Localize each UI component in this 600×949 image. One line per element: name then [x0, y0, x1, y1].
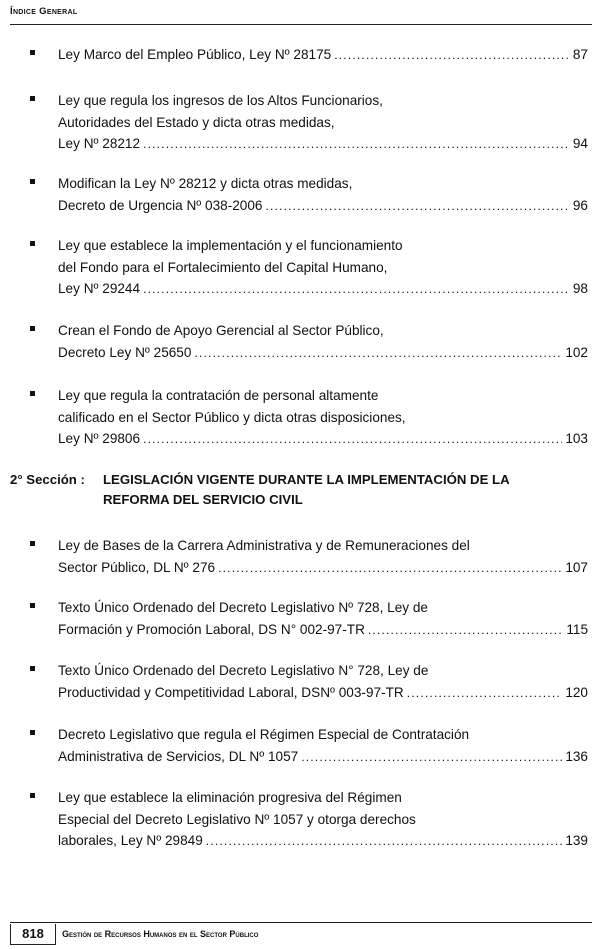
entry-text: Ley Nº 29244: [58, 281, 141, 297]
toc-entry[interactable]: [30, 173, 588, 217]
toc-entry[interactable]: [30, 44, 588, 67]
bullet-icon: [30, 96, 35, 101]
entry-text: calificado en el Sector Público y dicta otras disposiciones,: [58, 409, 406, 425]
entry-page: 139: [565, 833, 588, 849]
entry-text: Formación y Promoción Laboral, DS N° 002-97-TR: [58, 621, 365, 637]
bullet-icon: [30, 730, 35, 735]
entry-page: 96: [572, 197, 588, 213]
entry-text: Ley que establece la implementación y el funcionamiento: [58, 238, 403, 253]
footer-page-number: 818: [10, 924, 56, 945]
entry-text: Decreto de Urgencia Nº 038-2006: [58, 197, 263, 213]
dot-leader: [218, 558, 562, 580]
entry-page: 120: [565, 684, 588, 700]
bullet-icon: [30, 326, 35, 331]
dot-leader: [194, 343, 562, 365]
entry-text: Decreto Legislativo que regula el Régimen Especial de Contratación: [58, 727, 470, 742]
dot-leader: [334, 45, 570, 67]
toc-entry[interactable]: [30, 660, 588, 704]
entry-page: 102: [565, 344, 588, 360]
entry-page: 94: [572, 136, 588, 152]
dot-leader: [265, 196, 569, 218]
bullet-icon: [30, 50, 35, 55]
entry-text: Productividad y Competitividad Laboral, DSNº 003-97-TR: [58, 684, 404, 700]
entry-page: 136: [565, 748, 588, 764]
toc-entry[interactable]: [30, 787, 588, 853]
entry-text: del Fondo para el Fortalecimiento del Capital Humano,: [58, 259, 388, 275]
entry-text: Ley Marco del Empleo Público, Ley Nº 28175: [58, 47, 332, 62]
entry-text: Ley de Bases de la Carrera Administrativa y de Remuneraciones del: [58, 538, 470, 553]
toc-entry[interactable]: [30, 597, 588, 641]
section-title: LEGISLACIÓN VIGENTE DURANTE LA IMPLEMENTACIÓN DE LA REFORMA DEL SERVICIO CIVIL: [103, 472, 510, 507]
header-title: Índice General: [10, 6, 78, 17]
entry-text: Decreto Ley Nº 25650: [58, 344, 192, 360]
entry-text: Ley que regula los ingresos de los Altos Funcionarios,: [58, 93, 383, 108]
entry-page: 115: [566, 621, 588, 637]
dot-leader: [143, 279, 570, 301]
toc-entry[interactable]: [30, 235, 588, 301]
entry-text: Crean el Fondo de Apoyo Gerencial al Sector Público,: [58, 323, 384, 338]
toc-entry[interactable]: [30, 90, 588, 156]
bullet-icon: [30, 666, 35, 671]
entry-text: Ley que establece la eliminación progresiva del Régimen: [58, 790, 402, 805]
bullet-icon: [30, 541, 35, 546]
section-label: 2° Sección :: [10, 472, 85, 487]
dot-leader: [143, 429, 562, 451]
entry-text: Texto Único Ordenado del Decreto Legislativo N° 728, Ley de: [58, 663, 429, 678]
bullet-icon: [30, 603, 35, 608]
bullet-icon: [30, 391, 35, 396]
bullet-icon: [30, 241, 35, 246]
entry-text: Ley Nº 28212: [58, 136, 141, 152]
toc-entry[interactable]: [30, 320, 588, 364]
entry-text: Especial del Decreto Legislativo Nº 1057 y otorga derechos: [58, 811, 416, 827]
toc-entry[interactable]: [30, 724, 588, 768]
entry-text: laborales, Ley Nº 29849: [58, 833, 203, 849]
entry-text: Ley Nº 29806: [58, 431, 141, 447]
dot-leader: [206, 831, 563, 853]
footer-divider: [10, 922, 592, 923]
entry-text: Ley que regula la contratación de personal altamente: [58, 388, 379, 403]
toc-entry[interactable]: [30, 385, 588, 451]
entry-page: 87: [572, 47, 588, 62]
entry-page: 103: [565, 431, 588, 447]
dot-leader: [368, 620, 563, 642]
bullet-icon: [30, 793, 35, 798]
entry-text: Sector Público, DL Nº 276: [58, 559, 216, 575]
footer-title: Gestión de Recursos Humanos en el Sector Público: [62, 929, 259, 939]
header-divider: [10, 24, 592, 25]
entry-text: Texto Único Ordenado del Decreto Legislativo Nº 728, Ley de: [58, 600, 428, 615]
toc-entry[interactable]: [30, 535, 588, 579]
dot-leader: [143, 134, 570, 156]
entry-text: Autoridades del Estado y dicta otras medidas,: [58, 114, 335, 130]
entry-page: 98: [572, 281, 588, 297]
entry-text: Modifican la Ley Nº 28212 y dicta otras medidas,: [58, 176, 353, 191]
section-heading: [10, 470, 523, 510]
bullet-icon: [30, 179, 35, 184]
entry-page: 107: [565, 559, 588, 575]
dot-leader: [407, 683, 563, 705]
entry-text: Administrativa de Servicios, DL Nº 1057: [58, 748, 299, 764]
dot-leader: [301, 747, 562, 769]
